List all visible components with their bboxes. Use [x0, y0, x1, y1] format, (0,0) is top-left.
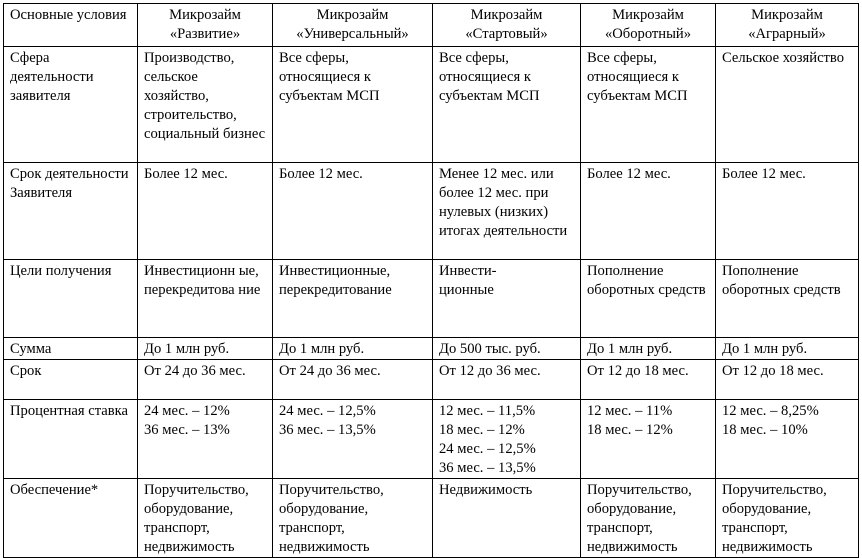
- table-cell: До 1 млн руб.: [581, 338, 716, 360]
- table-cell: Пополнение оборотных средств: [581, 260, 716, 338]
- table-cell: Поручительство, оборудование, транспорт, недвижимость: [581, 479, 716, 558]
- table-row: [4, 163, 859, 260]
- table-cell: 12 мес. – 11,5% 18 мес. – 12% 24 мес. – 12,5% 36 мес. – 13,5%: [433, 400, 581, 479]
- table-cell: Более 12 мес.: [273, 163, 433, 260]
- header-product-oborotny: Микрозайм «Оборотный»: [581, 4, 716, 47]
- row-label: Срок: [4, 360, 138, 400]
- table-cell: Инвестиционн ые, перекредитова ние: [138, 260, 273, 338]
- table-cell: До 1 млн руб.: [138, 338, 273, 360]
- header-product-razvitie: Микрозайм «Развитие»: [138, 4, 273, 47]
- row-label: Сумма: [4, 338, 138, 360]
- row-label: Сфера деятельности заявителя: [4, 47, 138, 163]
- table-cell: 12 мес. – 8,25% 18 мес. – 10%: [716, 400, 859, 479]
- table-cell: Более 12 мес.: [138, 163, 273, 260]
- table-cell: 24 мес. – 12,5% 36 мес. – 13,5%: [273, 400, 433, 479]
- table-row: [4, 479, 859, 558]
- table-cell: Все сферы, относящиеся к субъектам МСП: [433, 47, 581, 163]
- table-cell: Поручительство, оборудование, транспорт, недвижимость: [138, 479, 273, 558]
- table-cell: 24 мес. – 12% 36 мес. – 13%: [138, 400, 273, 479]
- table-row: [4, 47, 859, 163]
- table-cell: Более 12 мес.: [716, 163, 859, 260]
- table-cell: Поручительство, оборудование, транспорт, недвижимость: [273, 479, 433, 558]
- header-row: [4, 4, 859, 47]
- table-row: [4, 360, 859, 400]
- row-label: Цели получения: [4, 260, 138, 338]
- table-cell: Инвестиционные, перекредитование: [273, 260, 433, 338]
- table-cell: От 12 до 18 мес.: [581, 360, 716, 400]
- header-product-agrarny: Микрозайм «Аграрный»: [716, 4, 859, 47]
- row-label: Обеспечение*: [4, 479, 138, 558]
- table-cell: Инвести- ционные: [433, 260, 581, 338]
- table-cell: До 500 тыс. руб.: [433, 338, 581, 360]
- table-row: [4, 260, 859, 338]
- table-cell: 12 мес. – 11% 18 мес. – 12%: [581, 400, 716, 479]
- table-cell: Пополнение оборотных средств: [716, 260, 859, 338]
- table-cell: Недвижимость: [433, 479, 581, 558]
- table-cell: Все сферы, относящиеся к субъектам МСП: [581, 47, 716, 163]
- header-label-cell: Основные условия: [4, 4, 138, 47]
- table-cell: От 24 до 36 мес.: [273, 360, 433, 400]
- row-label: Процентная ставка: [4, 400, 138, 479]
- table-cell: От 12 до 36 мес.: [433, 360, 581, 400]
- table-cell: Поручительство, оборудование, транспорт, недвижимость: [716, 479, 859, 558]
- table-cell: Все сферы, относящиеся к субъектам МСП: [273, 47, 433, 163]
- table-cell: Более 12 мес.: [581, 163, 716, 260]
- table-cell: До 1 млн руб.: [273, 338, 433, 360]
- header-product-universalny: Микрозайм «Универсальный»: [273, 4, 433, 47]
- table-cell: От 24 до 36 мес.: [138, 360, 273, 400]
- header-product-startovy: Микрозайм «Стартовый»: [433, 4, 581, 47]
- row-label: Срок деятельности Заявителя: [4, 163, 138, 260]
- table-row: [4, 400, 859, 479]
- table-cell: До 1 млн руб.: [716, 338, 859, 360]
- table-cell: Производство, сельское хозяйство, строительство, социальный бизнес: [138, 47, 273, 163]
- microloan-conditions-table: [3, 3, 859, 558]
- table-cell: Менее 12 мес. или более 12 мес. при нулевых (низких) итогах деятельности: [433, 163, 581, 260]
- table-cell: От 12 до 18 мес.: [716, 360, 859, 400]
- table-row: [4, 338, 859, 360]
- table-cell: Сельское хозяйство: [716, 47, 859, 163]
